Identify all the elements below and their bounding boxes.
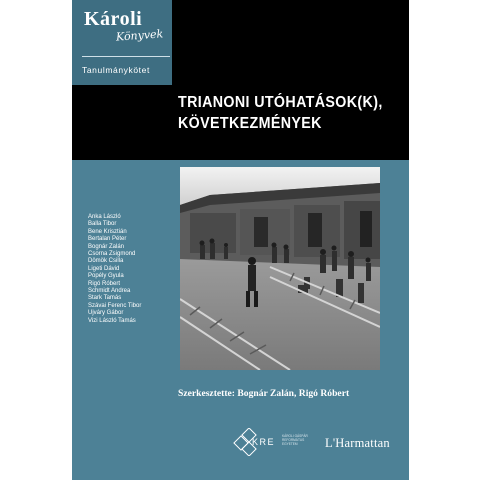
author-name: Anka László [88,214,121,220]
title-line-1: TRIANONI UTÓHATÁSOK(K), [178,94,383,111]
author-name: Bognár Zalán [88,243,125,250]
author-name: Csorna Zsigmond [88,251,136,258]
author-name: Dömök Csilla [88,258,124,265]
book-title [178,92,383,134]
author-name: Popély Gyula [88,273,124,280]
cover-photo [180,167,380,370]
publisher-logo: L'Harmattan [325,436,390,450]
series-divider [82,56,170,57]
kre-label: KRE [252,437,276,447]
book-cover [72,0,409,480]
cover-header [72,0,409,160]
volume-type: Tanulmánykötet [82,65,150,75]
author-name: Ujváry Gábor [88,310,124,317]
author-list [88,214,141,325]
author-name: Szávai Ferenc Tibor [88,302,142,309]
series-script: Könyvek [115,27,164,44]
editors-line: Szerkesztette: Bognár Zalán, Rigó Róbert [178,388,350,399]
author-name: Vizi László Tamás [88,317,136,324]
author-name: Stark Tamás [88,295,122,302]
series-block [72,0,172,85]
title-line-2: KÖVETKEZMÉNYEK [178,115,322,132]
author-name: Ligeti Dávid [88,265,120,272]
author-name: Bene Krisztián [88,228,127,235]
author-name: Schmidt Andrea [88,288,131,295]
kre-subtitle: KÁROLI GÁSPÁR REFORMÁTUS EGYETEM [282,434,308,446]
author-name: Bertalan Péter [88,236,127,243]
author-name: Rigó Róbert [88,280,121,287]
author-name: Balla Tibor [88,221,117,228]
railway-photo-image [180,167,380,370]
series-name: Károli [84,8,143,30]
